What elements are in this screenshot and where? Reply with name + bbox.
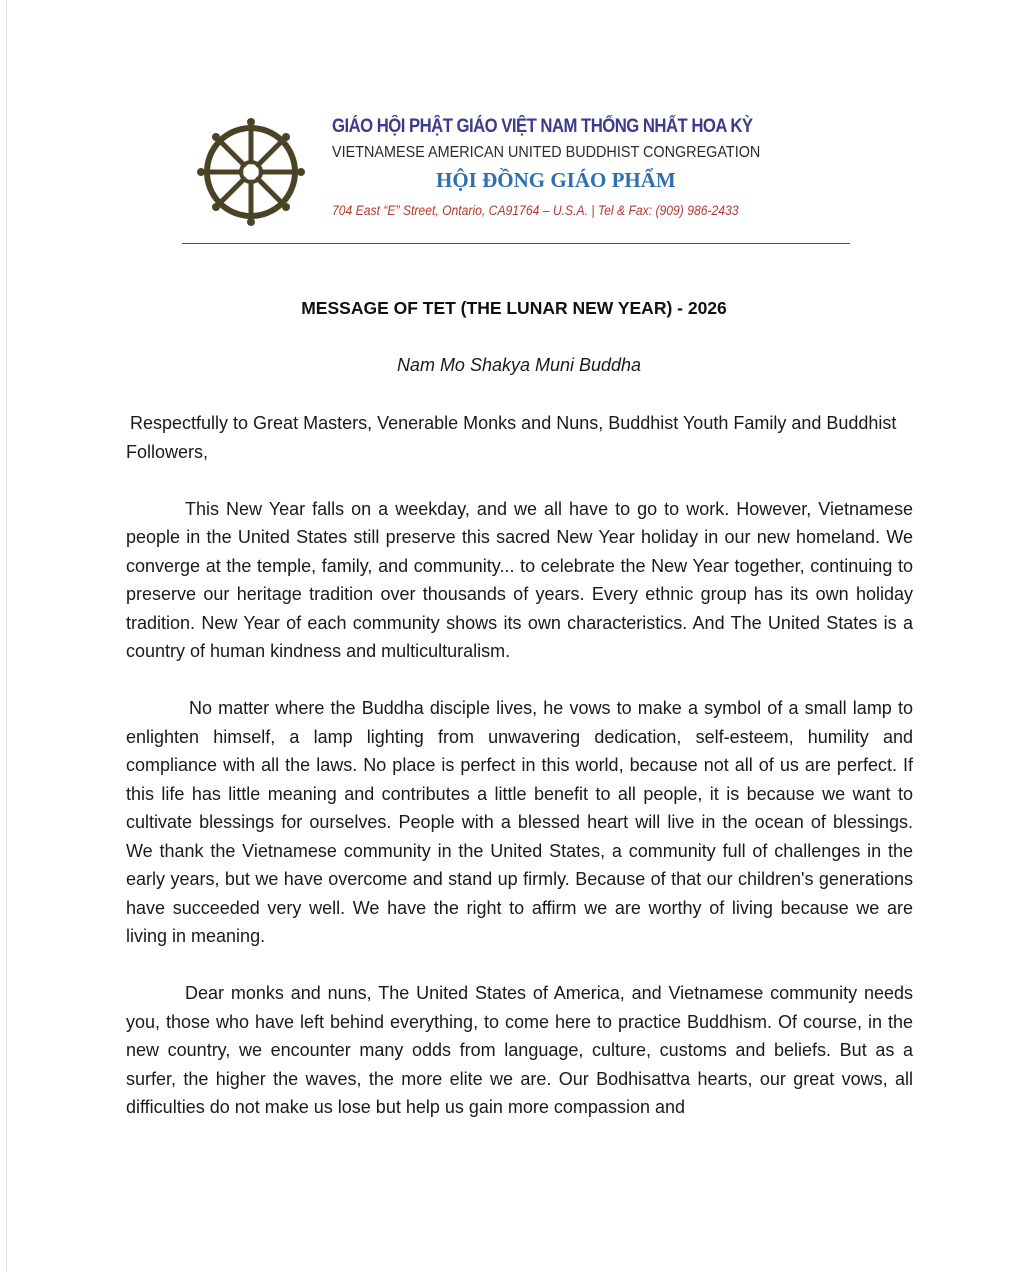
body-paragraph-2: No matter where the Buddha disciple lives, he vows to make a symbol of a small lamp to enlighten himself, a lamp lighting from unwavering dedication, self-esteem, humility and compliance with all the laws. No place is perfect in this world, because not all of us are perfect. If this life has little meaning and contributes a little benefit to all people, it is because we want to cultivate blessings for ourselves. People with a blessed heart will live in the ocean of blessings. We thank the Vietnamese community in the United States, a community full of challenges in the early years, but we have overcome and stand up firmly. Because of that our children's generations have succeeded very well. We have the right to affirm we are worthy of living because we are living in meaning. — [126, 698, 913, 946]
letterhead — [196, 110, 836, 236]
letterhead-text — [332, 110, 852, 218]
org-name-vietnamese: GIÁO HỘI PHẬT GIÁO VIỆT NAM THỐNG NHẤT HOA KỲ — [332, 116, 753, 137]
council-name: HỘI ĐỒNG GIÁO PHẨM — [436, 168, 676, 192]
body-paragraph-3: Dear monks and nuns, The United States of America, and Vietnamese community needs you, those who have left behind everything, to come here to practice Buddhism. Of course, in the new country, we encounter many odds from language, culture, customs and beliefs. But as a surfer, the higher the waves, the more elite we are. Our Bodhisattva hearts, our great vows, all difficulties do not make us lose but help us gain more compassion and — [126, 983, 913, 1117]
invocation: Nam Mo Shakya Muni Buddha — [396, 355, 642, 375]
org-name-english: VIETNAMESE AMERICAN UNITED BUDDHIST CONGREGATION — [332, 144, 761, 161]
page-edge — [6, 0, 7, 1272]
document-title: MESSAGE OF TET (THE LUNAR NEW YEAR) - 2026 — [301, 298, 727, 318]
dharma-wheel-icon — [196, 114, 306, 230]
letterhead-divider — [182, 243, 850, 244]
salutation: Respectfully to Great Masters, Venerable Monks and Nuns, Buddhist Youth Family and Buddhist Followers, — [126, 413, 897, 462]
address-line: 704 East “E” Street, Ontario, CA91764 – U.S.A. | Tel & Fax: (909) 986-2433 — [332, 203, 739, 218]
body-paragraph-1: This New Year falls on a weekday, and we all have to go to work. However, Vietnamese people in the United States still preserve this sacred New Year holiday in our new homeland. We converge at the temple, family, and community... to celebrate the New Year together, continuing to preserve our heritage tradition over thousands of years. Every ethnic group has its own holiday tradition. New Year of each community shows its own characteristics. And The United States is a country of human kindness and multiculturalism. — [126, 498, 913, 661]
document-body — [126, 409, 913, 1150]
